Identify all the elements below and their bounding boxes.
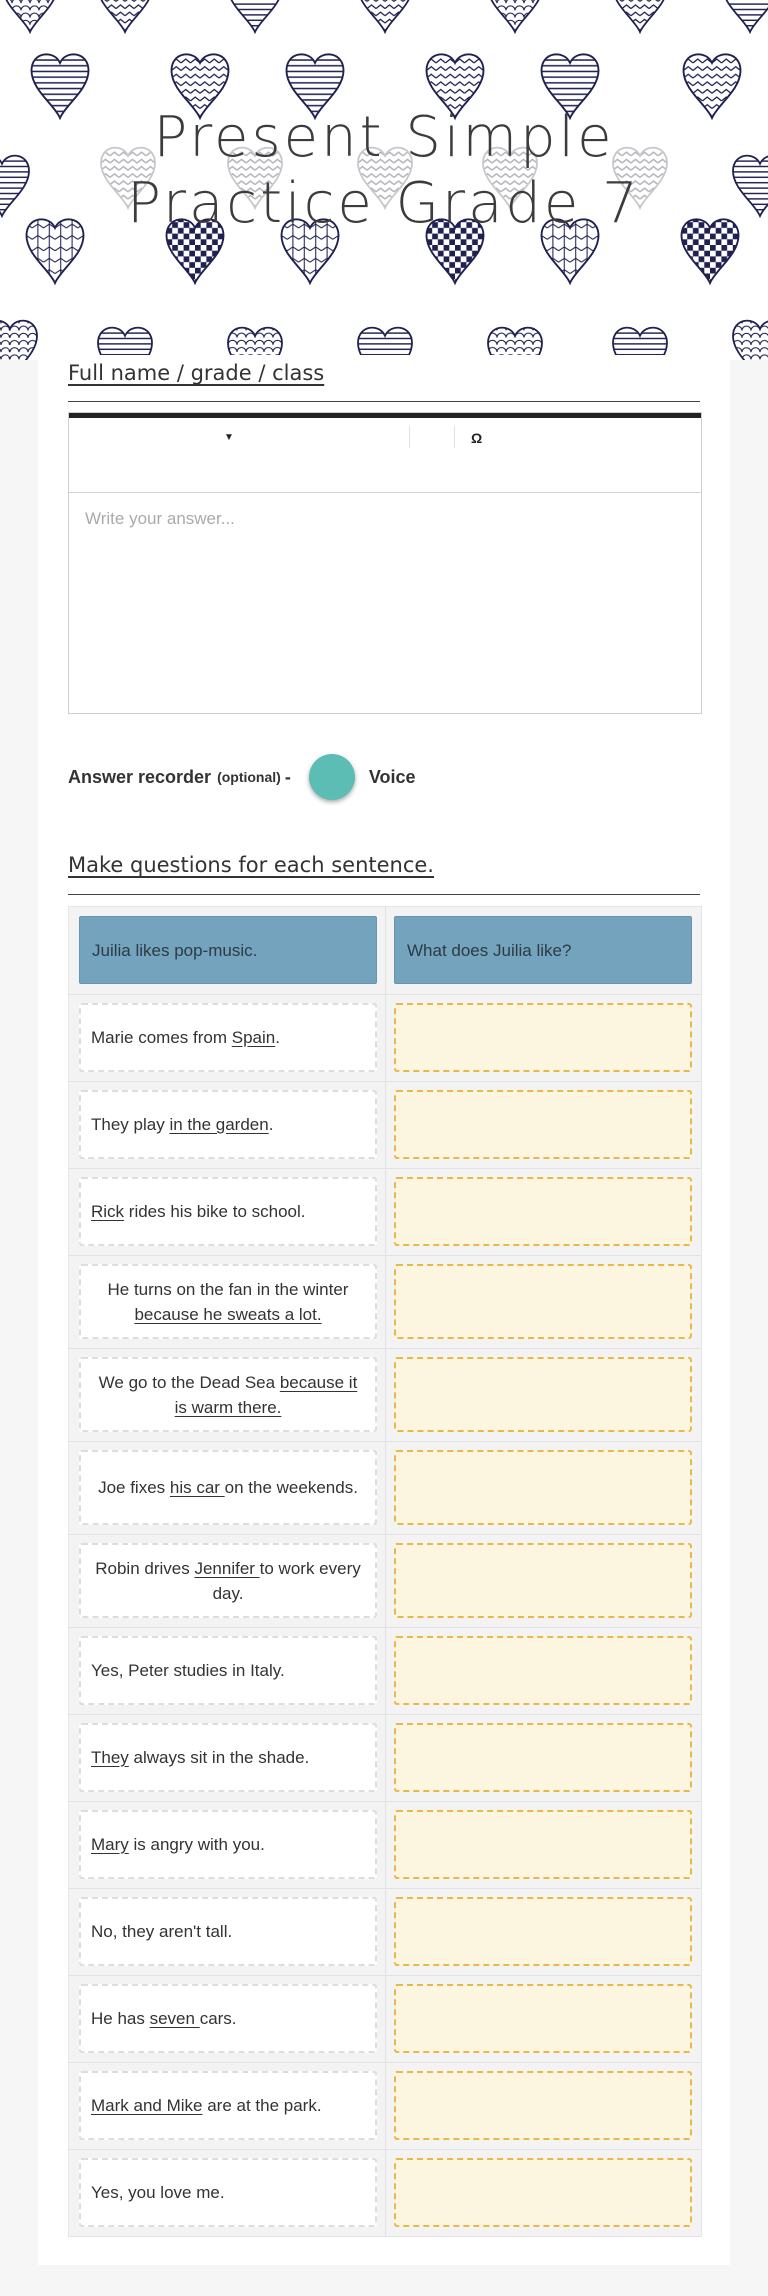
table-row [69,1348,701,1442]
sentence-part: always sit in the shade. [128,1748,310,1767]
question-sentence [79,1450,377,1525]
answer-drop-zone[interactable] [394,1723,692,1792]
sentence-text [91,2093,322,2118]
answer-drop-zone[interactable] [394,2071,692,2140]
sentence-text [91,1832,265,1857]
divider [68,894,700,895]
table-row [69,1441,701,1535]
question-sentence [79,1090,377,1159]
sentence-part: They play [91,1115,170,1134]
underlined-target: Jennifer [194,1558,260,1578]
table-row [69,1714,701,1802]
answer-drop-zone[interactable] [394,1810,692,1879]
column-separator [385,1801,386,1888]
sentence-text [91,2180,225,2205]
table-row [69,2062,701,2150]
underlined-target: Rick [91,1202,125,1221]
questions-table [68,906,702,2237]
underlined-target: his car [169,1478,225,1497]
table-row [69,1627,701,1715]
sentence-part: He has [91,2009,150,2028]
column-separator [385,1888,386,1975]
question-sentence [79,1003,377,1072]
sentence-part: rides his bike to school. [124,1202,306,1221]
column-separator [385,1975,386,2062]
underlined-target: seven [149,2009,200,2028]
sentence-part: We go to the Dead Sea [98,1372,280,1392]
question-sentence [79,1264,377,1339]
omega-icon[interactable]: Ω [471,430,483,446]
column-separator [385,1081,386,1168]
caret-down-icon[interactable]: ▼ [224,432,234,443]
column-separator [385,1255,386,1348]
toolbar-separator [409,426,410,448]
answer-recorder [68,753,416,801]
sentence-text [91,1370,365,1420]
table-row [69,994,701,1082]
answer-drop-zone[interactable] [394,1003,692,1072]
table-row [69,1975,701,2063]
sentence-part: He turns on the fan in the winter [107,1279,349,1299]
column-separator [385,1441,386,1534]
sentence-part: to work every day. [212,1558,361,1603]
worksheet-body [38,355,730,2265]
sentence-text [91,1745,309,1770]
answer-drop-zone[interactable] [394,1450,692,1525]
underlined-target: Mary [91,1835,129,1854]
sentence-text [98,1475,358,1500]
column-separator [385,2149,386,2236]
question-sentence [79,1984,377,2053]
sentence-part: Robin drives [95,1558,195,1578]
toolbar-separator [454,426,455,448]
sentence-part: Yes, Peter studies in Italy. [91,1661,285,1680]
column-separator [385,1714,386,1801]
sentence-text [91,1199,305,1224]
underlined-target: They [91,1748,129,1767]
editor-toolbar [69,418,701,493]
column-separator [385,994,386,1081]
sentence-part: are at the park. [202,2096,322,2115]
answer-drop-zone[interactable] [394,1636,692,1705]
underlined-target: Mark and Mike [91,2096,203,2115]
underlined-target: Spain [231,1028,276,1047]
sentence-part: No, they aren't tall. [91,1922,233,1941]
sentence-text [91,1277,365,1327]
sentence-text [91,1112,273,1137]
underlined-target: because he sweats a lot. [134,1304,322,1324]
recorder-label: Answer recorder [68,766,212,787]
title-line-1: Present Simple [153,105,615,170]
sentence-part: is angry with you. [128,1835,265,1854]
answer-drop-zone[interactable] [394,1543,692,1618]
table-row [69,1534,701,1628]
answer-drop-zone[interactable] [394,1264,692,1339]
question-sentence [79,2158,377,2227]
underlined-target: because it is warm there. [174,1372,358,1417]
sentence-part: Marie comes from [91,1028,232,1047]
column-separator [385,1627,386,1714]
sentence-text [91,1556,365,1606]
answer-drop-zone[interactable] [394,1897,692,1966]
answer-drop-zone[interactable] [394,1984,692,2053]
column-separator [385,907,386,994]
question-sentence [79,1723,377,1792]
questions-heading: Make questions for each sentence. [68,853,434,877]
sentence-part: Joe fixes [98,1478,170,1497]
underlined-target: in the garden [169,1115,269,1134]
table-row [69,2149,701,2237]
full-name-heading: Full name / grade / class [68,361,325,385]
sentence-part: . [275,1028,280,1047]
sentence-text [91,1919,232,1944]
answer-textarea[interactable]: Write your answer... [85,509,235,528]
table-row [69,1255,701,1349]
answer-drop-zone[interactable] [394,1177,692,1246]
recorder-optional: (optional) [217,769,281,785]
sentence-part: . [268,1115,274,1134]
voice-label: Voice [368,766,416,787]
sentence-text [91,1658,285,1683]
table-row [69,1801,701,1889]
example-sentence: Juilia likes pop-music. [79,916,377,984]
sentence-part: on the weekends. [224,1478,358,1497]
sentence-text [91,2006,237,2031]
question-sentence [79,1897,377,1966]
question-sentence [79,1810,377,1879]
table-row-example [69,907,701,995]
record-button-icon[interactable] [309,754,355,800]
question-sentence [79,1636,377,1705]
table-row [69,1168,701,1256]
sentence-part: Yes, you love me. [91,2183,225,2202]
answer-drop-zone[interactable] [394,1357,692,1432]
sentence-text [91,1025,280,1050]
answer-drop-zone[interactable] [394,1090,692,1159]
title-line-2: Practice Grade 7 [127,171,641,236]
column-separator [385,1168,386,1255]
table-row [69,1888,701,1976]
divider [68,401,700,402]
sentence-part: cars. [199,2009,237,2028]
answer-drop-zone[interactable] [394,2158,692,2227]
column-separator [385,2062,386,2149]
table-row [69,1081,701,1169]
question-sentence [79,1177,377,1246]
column-separator [385,1534,386,1627]
question-sentence [79,1543,377,1618]
question-sentence [79,2071,377,2140]
question-sentence [79,1357,377,1432]
column-separator [385,1348,386,1441]
recorder-dash: - [284,766,291,787]
answer-editor [68,412,702,714]
worksheet-title [0,105,768,237]
header-banner [0,0,768,360]
example-answer: What does Juilia like? [394,916,692,984]
